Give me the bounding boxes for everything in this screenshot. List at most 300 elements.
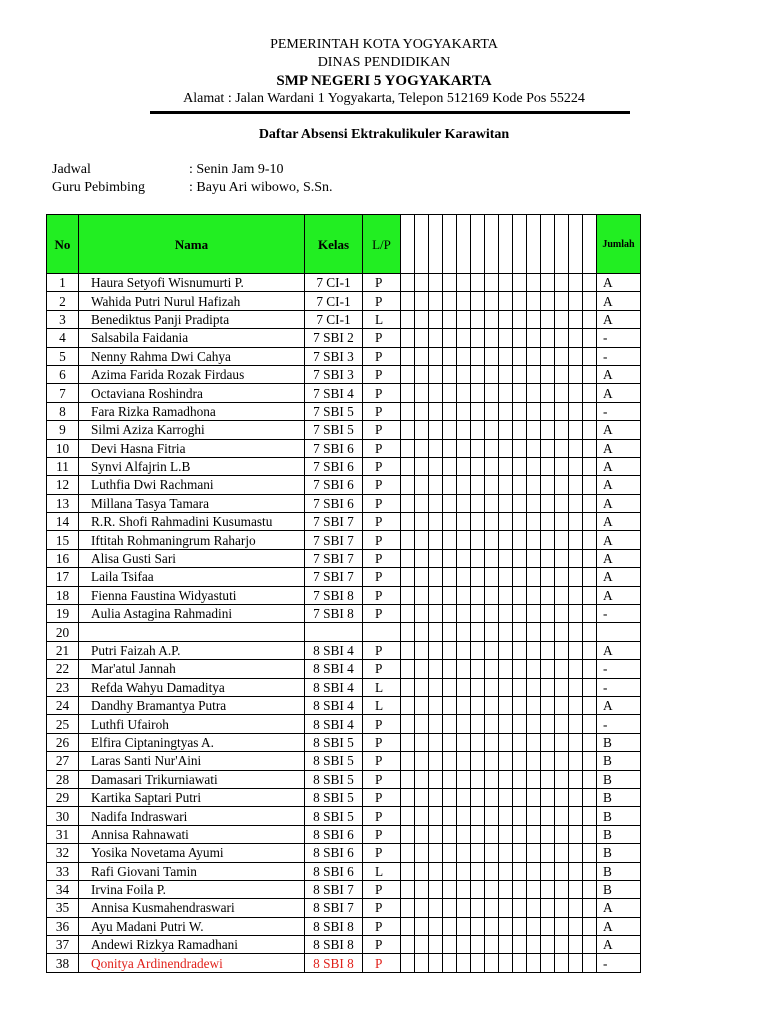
attendance-cell <box>541 936 555 954</box>
attendance-cell <box>429 549 443 567</box>
table-row <box>47 715 641 733</box>
attendance-cell <box>471 862 485 880</box>
header-session <box>429 215 443 274</box>
student-class: 7 SBI 7 <box>305 549 363 567</box>
attendance-cell <box>513 623 527 641</box>
attendance-cell <box>555 788 569 806</box>
student-gender: P <box>363 936 401 954</box>
attendance-cell <box>415 568 429 586</box>
attendance-cell <box>471 605 485 623</box>
attendance-cell <box>415 421 429 439</box>
row-number: 14 <box>47 513 79 531</box>
row-number: 24 <box>47 696 79 714</box>
attendance-cell <box>541 494 555 512</box>
attendance-cell <box>569 825 583 843</box>
student-gender: P <box>363 531 401 549</box>
student-class: 7 SBI 8 <box>305 605 363 623</box>
attendance-cell <box>555 733 569 751</box>
attendance-cell <box>569 513 583 531</box>
attendance-cell <box>471 568 485 586</box>
attendance-cell <box>401 457 415 475</box>
attendance-cell <box>401 807 415 825</box>
attendance-cell <box>443 770 457 788</box>
attendance-cell <box>401 476 415 494</box>
attendance-total: A <box>597 476 641 494</box>
attendance-cell <box>583 329 597 347</box>
attendance-cell <box>513 365 527 383</box>
student-gender: P <box>363 586 401 604</box>
attendance-cell <box>527 660 541 678</box>
attendance-cell <box>513 329 527 347</box>
attendance-cell <box>471 936 485 954</box>
attendance-cell <box>429 788 443 806</box>
attendance-cell <box>541 733 555 751</box>
attendance-cell <box>527 715 541 733</box>
attendance-cell <box>415 752 429 770</box>
attendance-cell <box>429 954 443 972</box>
attendance-cell <box>443 402 457 420</box>
attendance-cell <box>401 696 415 714</box>
table-row <box>47 844 641 862</box>
attendance-cell <box>499 513 513 531</box>
student-class: 7 SBI 6 <box>305 476 363 494</box>
student-name: Refda Wahyu Damaditya <box>79 678 305 696</box>
attendance-cell <box>555 660 569 678</box>
attendance-cell <box>485 292 499 310</box>
attendance-cell <box>513 292 527 310</box>
attendance-total: A <box>597 365 641 383</box>
attendance-cell <box>429 513 443 531</box>
table-row <box>47 494 641 512</box>
table-row <box>47 623 641 641</box>
attendance-cell <box>415 310 429 328</box>
attendance-cell <box>583 568 597 586</box>
attendance-cell <box>443 788 457 806</box>
student-gender: P <box>363 365 401 383</box>
attendance-cell <box>527 770 541 788</box>
attendance-cell <box>583 862 597 880</box>
attendance-cell <box>541 696 555 714</box>
attendance-cell <box>513 862 527 880</box>
attendance-cell <box>457 310 471 328</box>
student-name: Iftitah Rohmaningrum Raharjo <box>79 531 305 549</box>
attendance-total: A <box>597 439 641 457</box>
attendance-cell <box>555 678 569 696</box>
header-session <box>555 215 569 274</box>
attendance-cell <box>541 752 555 770</box>
attendance-cell <box>471 899 485 917</box>
attendance-cell <box>499 274 513 292</box>
attendance-cell <box>415 439 429 457</box>
attendance-cell <box>499 568 513 586</box>
attendance-cell <box>499 586 513 604</box>
student-name: Dandhy Bramantya Putra <box>79 696 305 714</box>
attendance-cell <box>569 623 583 641</box>
student-name: Synvi Alfajrin L.B <box>79 457 305 475</box>
attendance-cell <box>443 807 457 825</box>
attendance-total: - <box>597 402 641 420</box>
attendance-cell <box>527 347 541 365</box>
student-gender: P <box>363 439 401 457</box>
student-gender: L <box>363 310 401 328</box>
attendance-cell <box>471 549 485 567</box>
row-number: 15 <box>47 531 79 549</box>
attendance-total: B <box>597 752 641 770</box>
table-row <box>47 457 641 475</box>
attendance-cell <box>471 917 485 935</box>
attendance-cell <box>499 402 513 420</box>
attendance-cell <box>443 880 457 898</box>
attendance-cell <box>513 494 527 512</box>
attendance-cell <box>527 678 541 696</box>
attendance-cell <box>443 825 457 843</box>
attendance-cell <box>471 586 485 604</box>
attendance-cell <box>457 899 471 917</box>
attendance-cell <box>471 439 485 457</box>
attendance-cell <box>415 917 429 935</box>
attendance-cell <box>457 696 471 714</box>
row-number: 2 <box>47 292 79 310</box>
row-number: 5 <box>47 347 79 365</box>
attendance-cell <box>429 347 443 365</box>
attendance-total: - <box>597 347 641 365</box>
attendance-cell <box>457 402 471 420</box>
attendance-cell <box>415 660 429 678</box>
attendance-cell <box>429 274 443 292</box>
attendance-cell <box>485 549 499 567</box>
attendance-cell <box>541 880 555 898</box>
attendance-cell <box>415 274 429 292</box>
attendance-cell <box>513 825 527 843</box>
attendance-cell <box>527 402 541 420</box>
attendance-cell <box>569 494 583 512</box>
schedule-label: Jadwal <box>52 162 91 177</box>
attendance-total: B <box>597 825 641 843</box>
attendance-cell <box>429 696 443 714</box>
attendance-cell <box>471 310 485 328</box>
attendance-total: A <box>597 384 641 402</box>
attendance-cell <box>485 531 499 549</box>
attendance-total: A <box>597 457 641 475</box>
attendance-cell <box>555 274 569 292</box>
attendance-total: A <box>597 917 641 935</box>
attendance-cell <box>401 917 415 935</box>
attendance-cell <box>555 917 569 935</box>
header-session <box>443 215 457 274</box>
attendance-cell <box>401 954 415 972</box>
student-gender: P <box>363 421 401 439</box>
attendance-cell <box>555 421 569 439</box>
attendance-cell <box>401 568 415 586</box>
attendance-cell <box>499 788 513 806</box>
attendance-cell <box>415 641 429 659</box>
attendance-cell <box>471 513 485 531</box>
table-row <box>47 862 641 880</box>
attendance-cell <box>555 770 569 788</box>
attendance-cell <box>429 329 443 347</box>
attendance-cell <box>541 531 555 549</box>
attendance-cell <box>583 788 597 806</box>
attendance-cell <box>583 678 597 696</box>
attendance-total: B <box>597 733 641 751</box>
attendance-cell <box>401 825 415 843</box>
attendance-cell <box>569 274 583 292</box>
student-name: Irvina Foila P. <box>79 880 305 898</box>
attendance-cell <box>471 788 485 806</box>
attendance-cell <box>499 623 513 641</box>
attendance-cell <box>485 310 499 328</box>
attendance-cell <box>415 788 429 806</box>
attendance-total: B <box>597 844 641 862</box>
attendance-cell <box>499 641 513 659</box>
attendance-cell <box>527 954 541 972</box>
attendance-cell <box>527 807 541 825</box>
attendance-cell <box>499 715 513 733</box>
table-row <box>47 678 641 696</box>
attendance-cell <box>443 605 457 623</box>
attendance-cell <box>569 421 583 439</box>
attendance-cell <box>513 733 527 751</box>
attendance-total: A <box>597 696 641 714</box>
student-name: Nadifa Indraswari <box>79 807 305 825</box>
attendance-cell <box>583 715 597 733</box>
attendance-cell <box>443 954 457 972</box>
attendance-cell <box>457 678 471 696</box>
attendance-cell <box>513 384 527 402</box>
attendance-cell <box>541 954 555 972</box>
student-name: Qonitya Ardinendradewi <box>79 954 305 972</box>
attendance-cell <box>401 605 415 623</box>
attendance-cell <box>429 568 443 586</box>
attendance-cell <box>583 457 597 475</box>
row-number: 17 <box>47 568 79 586</box>
attendance-cell <box>499 365 513 383</box>
attendance-cell <box>555 384 569 402</box>
attendance-total: A <box>597 531 641 549</box>
attendance-cell <box>499 457 513 475</box>
attendance-cell <box>429 384 443 402</box>
student-class: 8 SBI 5 <box>305 752 363 770</box>
attendance-cell <box>555 439 569 457</box>
student-gender: P <box>363 641 401 659</box>
student-name: Laila Tsifaa <box>79 568 305 586</box>
attendance-cell <box>583 954 597 972</box>
attendance-cell <box>401 586 415 604</box>
attendance-cell <box>485 936 499 954</box>
attendance-cell <box>527 917 541 935</box>
student-class: 8 SBI 6 <box>305 862 363 880</box>
attendance-cell <box>583 476 597 494</box>
row-number: 36 <box>47 917 79 935</box>
attendance-cell <box>457 549 471 567</box>
attendance-cell <box>555 954 569 972</box>
attendance-cell <box>443 899 457 917</box>
attendance-cell <box>513 715 527 733</box>
attendance-cell <box>513 347 527 365</box>
table-row <box>47 329 641 347</box>
attendance-cell <box>569 586 583 604</box>
attendance-cell <box>569 531 583 549</box>
attendance-cell <box>457 807 471 825</box>
attendance-cell <box>457 274 471 292</box>
attendance-cell <box>443 862 457 880</box>
attendance-cell <box>443 641 457 659</box>
row-number: 11 <box>47 457 79 475</box>
attendance-cell <box>415 623 429 641</box>
attendance-cell <box>415 384 429 402</box>
student-class: 8 SBI 8 <box>305 917 363 935</box>
attendance-cell <box>513 605 527 623</box>
attendance-cell <box>415 678 429 696</box>
attendance-cell <box>499 936 513 954</box>
header-session <box>513 215 527 274</box>
attendance-cell <box>401 531 415 549</box>
attendance-cell <box>485 844 499 862</box>
attendance-cell <box>541 844 555 862</box>
attendance-cell <box>527 439 541 457</box>
attendance-cell <box>541 788 555 806</box>
attendance-total: A <box>597 641 641 659</box>
attendance-cell <box>485 880 499 898</box>
attendance-cell <box>527 329 541 347</box>
attendance-cell <box>555 752 569 770</box>
attendance-total: A <box>597 936 641 954</box>
attendance-cell <box>471 531 485 549</box>
attendance-cell <box>527 586 541 604</box>
table-row <box>47 807 641 825</box>
attendance-cell <box>541 660 555 678</box>
row-number: 26 <box>47 733 79 751</box>
attendance-cell <box>583 310 597 328</box>
attendance-cell <box>415 494 429 512</box>
attendance-cell <box>401 862 415 880</box>
table-row <box>47 439 641 457</box>
student-gender: P <box>363 880 401 898</box>
student-class: 7 SBI 5 <box>305 402 363 420</box>
attendance-cell <box>569 917 583 935</box>
attendance-cell <box>443 439 457 457</box>
attendance-cell <box>485 365 499 383</box>
attendance-cell <box>541 807 555 825</box>
attendance-cell <box>569 329 583 347</box>
student-class: 7 SBI 8 <box>305 586 363 604</box>
attendance-cell <box>541 770 555 788</box>
attendance-cell <box>583 384 597 402</box>
student-class: 8 SBI 4 <box>305 715 363 733</box>
teacher-label: Guru Pebimbing <box>52 180 145 195</box>
attendance-cell <box>513 310 527 328</box>
attendance-cell <box>499 733 513 751</box>
attendance-cell <box>457 513 471 531</box>
student-gender: P <box>363 844 401 862</box>
attendance-cell <box>499 678 513 696</box>
attendance-cell <box>541 457 555 475</box>
header-session <box>457 215 471 274</box>
student-name: Laras Santi Nur'Aini <box>79 752 305 770</box>
attendance-cell <box>443 457 457 475</box>
attendance-cell <box>555 899 569 917</box>
attendance-cell <box>569 899 583 917</box>
attendance-cell <box>443 623 457 641</box>
attendance-cell <box>401 365 415 383</box>
attendance-cell <box>415 715 429 733</box>
table-row <box>47 347 641 365</box>
attendance-total: A <box>597 568 641 586</box>
attendance-cell <box>527 457 541 475</box>
attendance-cell <box>443 347 457 365</box>
attendance-cell <box>401 899 415 917</box>
attendance-cell <box>499 807 513 825</box>
attendance-cell <box>457 476 471 494</box>
row-number: 19 <box>47 605 79 623</box>
attendance-cell <box>499 310 513 328</box>
attendance-cell <box>513 549 527 567</box>
attendance-cell <box>415 954 429 972</box>
student-class: 7 SBI 3 <box>305 347 363 365</box>
attendance-cell <box>513 660 527 678</box>
student-class: 7 SBI 6 <box>305 494 363 512</box>
attendance-cell <box>583 292 597 310</box>
attendance-cell <box>555 696 569 714</box>
attendance-cell <box>429 605 443 623</box>
department-heading: DINAS PENDIDIKAN <box>317 55 451 70</box>
attendance-cell <box>513 788 527 806</box>
student-class: 8 SBI 6 <box>305 825 363 843</box>
attendance-cell <box>415 899 429 917</box>
attendance-cell <box>457 605 471 623</box>
attendance-cell <box>471 494 485 512</box>
student-class: 8 SBI 7 <box>305 880 363 898</box>
attendance-total: B <box>597 807 641 825</box>
attendance-cell <box>415 844 429 862</box>
attendance-cell <box>471 844 485 862</box>
attendance-cell <box>415 733 429 751</box>
attendance-cell <box>583 623 597 641</box>
attendance-cell <box>485 954 499 972</box>
attendance-cell <box>513 936 527 954</box>
row-number: 37 <box>47 936 79 954</box>
row-number: 27 <box>47 752 79 770</box>
attendance-cell <box>499 531 513 549</box>
student-name: Kartika Saptari Putri <box>79 788 305 806</box>
table-row <box>47 605 641 623</box>
student-name: Luthfia Dwi Rachmani <box>79 476 305 494</box>
attendance-cell <box>485 696 499 714</box>
attendance-cell <box>541 274 555 292</box>
attendance-cell <box>485 476 499 494</box>
attendance-cell <box>457 586 471 604</box>
attendance-cell <box>555 513 569 531</box>
header-no: No <box>47 215 79 274</box>
attendance-cell <box>471 660 485 678</box>
attendance-cell <box>569 310 583 328</box>
attendance-cell <box>569 384 583 402</box>
student-class: 8 SBI 6 <box>305 844 363 862</box>
header-session <box>527 215 541 274</box>
table-row <box>47 531 641 549</box>
student-gender: P <box>363 274 401 292</box>
student-name: Devi Hasna Fitria <box>79 439 305 457</box>
student-name: Azima Farida Rozak Firdaus <box>79 365 305 383</box>
attendance-cell <box>457 365 471 383</box>
attendance-cell <box>513 457 527 475</box>
attendance-cell <box>471 770 485 788</box>
teacher-value: : Bayu Ari wibowo, S.Sn. <box>189 180 333 195</box>
attendance-cell <box>457 788 471 806</box>
attendance-cell <box>583 660 597 678</box>
attendance-cell <box>443 678 457 696</box>
attendance-cell <box>499 844 513 862</box>
